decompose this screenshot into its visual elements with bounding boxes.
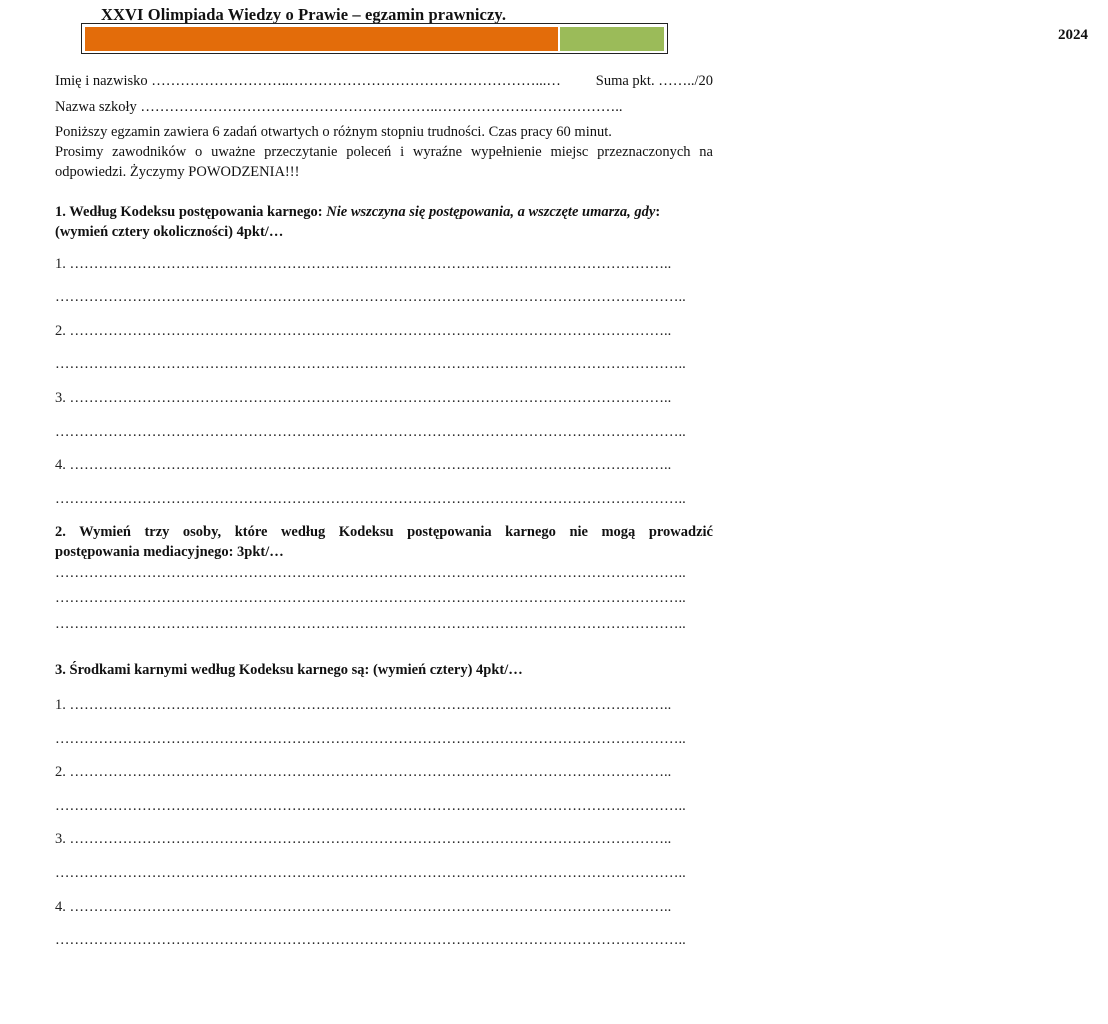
- answer-line-blank[interactable]: …………………………………………………………………………………………………………………..: [55, 491, 686, 507]
- question-1-italic: Nie wszczyna się postępowania, a wszczęte umarza, gdy: [326, 204, 656, 220]
- answer-line-3[interactable]: 3. ……………………………………………………………………………………………………………..: [55, 390, 672, 406]
- answer-line-blank[interactable]: …………………………………………………………………………………………………………………..: [55, 424, 686, 440]
- question-2-line-1: 2. Wymień trzy osoby, które według Kodeksu postępowania karnego nie mogą prowadzić: [55, 524, 713, 540]
- question-1-prefix: 1. Według Kodeksu postępowania karnego:: [55, 204, 323, 220]
- exam-title: XXVI Olimpiada Wiedzy o Prawie – egzamin prawniczy.: [101, 5, 507, 24]
- answer-line-blank[interactable]: …………………………………………………………………………………………………………………..: [55, 798, 686, 814]
- instructions: [55, 122, 713, 182]
- question-2-line-2: postępowania mediacyjnego: 3pkt/…: [55, 544, 284, 560]
- question-1-suffix: :: [655, 204, 661, 220]
- question-1-line-2: (wymień cztery okoliczności) 4pkt/…: [55, 224, 284, 240]
- question-3-line-1: 3. Środkami karnymi według Kodeksu karnego są: (wymień cztery) 4pkt/…: [55, 662, 523, 678]
- answer-line-1[interactable]: 1. ……………………………………………………………………………………………………………..: [55, 256, 672, 272]
- instructions-line: Poniższy egzamin zawiera 6 zadań otwartych o różnym stopniu trudności. Czas pracy 60 minut.: [55, 124, 612, 140]
- question-1: [55, 202, 713, 242]
- answer-line-4[interactable]: 4. ……………………………………………………………………………………………………………..: [55, 457, 672, 473]
- exam-year: 2024: [1058, 27, 1088, 43]
- orange-bar-segment: [85, 27, 558, 51]
- answer-line-blank[interactable]: …………………………………………………………………………………………………………………..: [55, 356, 686, 372]
- school-field-row[interactable]: [55, 99, 713, 116]
- answer-line-blank[interactable]: …………………………………………………………………………………………………………………..: [55, 289, 686, 305]
- answer-line-2[interactable]: 2. ……………………………………………………………………………………………………………..: [55, 323, 672, 339]
- name-field-row[interactable]: [55, 73, 713, 90]
- school-field-label[interactable]: Nazwa szkoły ……………………………………………………..……………….………………..: [55, 99, 623, 115]
- green-bar-segment: [560, 27, 1088, 51]
- answer-line-2[interactable]: 2. ……………………………………………………………………………………………………………..: [55, 764, 672, 780]
- answer-line-3[interactable]: 3. ……………………………………………………………………………………………………………..: [55, 831, 672, 847]
- answer-line-1[interactable]: 1. ……………………………………………………………………………………………………………..: [55, 697, 672, 713]
- instructions-line: Prosimy zawodników o uważne przeczytanie poleceń i wyraźne wypełnienie miejsc przeznaczonych na: [55, 144, 713, 160]
- name-field-label[interactable]: Imię i nazwisko ………………………..……………………………………………...…: [55, 73, 561, 89]
- question-1-line-1: [55, 202, 713, 222]
- header-color-bar: [81, 23, 1088, 54]
- answer-line-blank[interactable]: …………………………………………………………………………………………………………………..: [55, 932, 686, 948]
- score-field[interactable]: Suma pkt. ……../20: [595, 73, 713, 89]
- question-2: [55, 522, 713, 562]
- answer-line-blank[interactable]: …………………………………………………………………………………………………………………..: [55, 865, 686, 881]
- answer-line-4[interactable]: 4. ……………………………………………………………………………………………………………..: [55, 899, 672, 915]
- answer-line-blank[interactable]: …………………………………………………………………………………………………………………..: [55, 565, 686, 581]
- instructions-line: odpowiedzi. Życzymy POWODZENIA!!!: [55, 164, 300, 180]
- answer-line-blank[interactable]: …………………………………………………………………………………………………………………..: [55, 616, 686, 632]
- answer-line-blank[interactable]: …………………………………………………………………………………………………………………..: [55, 731, 686, 747]
- answer-line-blank[interactable]: …………………………………………………………………………………………………………………..: [55, 590, 686, 606]
- question-3: [55, 660, 713, 680]
